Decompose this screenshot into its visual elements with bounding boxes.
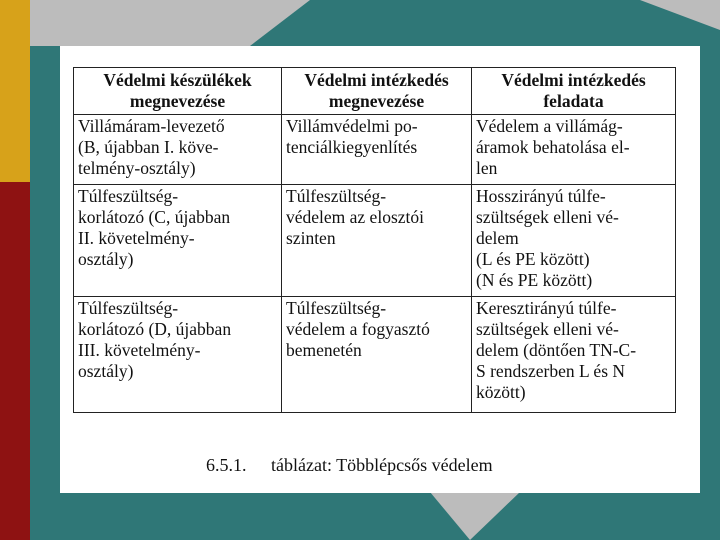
cell-line: között)	[476, 382, 526, 402]
table-row	[74, 185, 676, 297]
cell-line: Túlfeszültség-	[78, 298, 179, 318]
header-device-name	[74, 68, 282, 115]
protection-table	[73, 67, 676, 413]
cell-line: delem (döntően TN-C-	[476, 340, 637, 360]
table-cell	[282, 297, 472, 413]
cell-line: III. követelmény-	[78, 340, 201, 360]
cell-line: delem	[476, 228, 519, 248]
cell-line: osztály)	[78, 361, 134, 381]
table-cell	[74, 297, 282, 413]
cell-line: korlátozó (D, újabban	[78, 319, 232, 339]
header-line: Védelmi készülékek	[103, 70, 252, 90]
table-row	[74, 297, 676, 413]
table-header-row	[74, 68, 676, 115]
cell-line: bemenetén	[286, 340, 362, 360]
header-line: Védelmi intézkedés	[304, 70, 449, 90]
caption-text: táblázat: Többlépcsős védelem	[271, 455, 493, 475]
cell-line: (B, újabban I. köve-	[78, 137, 219, 157]
document-scan	[60, 46, 700, 493]
accent-bar-yellow	[0, 0, 30, 182]
cell-line: S rendszerben L és N	[476, 361, 626, 381]
cell-line: (L és PE között)	[476, 249, 590, 269]
header-measure-name	[282, 68, 472, 115]
table-cell	[74, 115, 282, 185]
cell-line: len	[476, 158, 498, 178]
cell-line: Túlfeszültség-	[286, 298, 387, 318]
cell-line: védelem a fogyasztó	[286, 319, 430, 339]
table-cell	[74, 185, 282, 297]
cell-line: szültségek elleni vé-	[476, 207, 619, 227]
cell-line: védelem az elosztói	[286, 207, 424, 227]
cell-line: Villámvédelmi po-	[286, 116, 418, 136]
cell-line: Keresztirányú túlfe-	[476, 298, 617, 318]
cell-line: Hosszirányú túlfe-	[476, 186, 606, 206]
table-cell	[472, 185, 676, 297]
cell-line: osztály)	[78, 249, 134, 269]
table-cell	[282, 115, 472, 185]
cell-line: tenciálkiegyenlítés	[286, 137, 418, 157]
header-measure-task	[472, 68, 676, 115]
cell-line: Védelem a villámág-	[476, 116, 623, 136]
cell-line: II. követelmény-	[78, 228, 195, 248]
header-line: feladata	[543, 91, 604, 111]
caption-number: 6.5.1.	[206, 455, 247, 475]
cell-line: (N és PE között)	[476, 270, 593, 290]
cell-line: áramok behatolása el-	[476, 137, 630, 157]
cell-line: szültségek elleni vé-	[476, 319, 619, 339]
cell-line: szinten	[286, 228, 336, 248]
cell-line: Túlfeszültség-	[286, 186, 387, 206]
cell-line: Villámáram-levezető	[78, 116, 225, 136]
accent-bar-red	[0, 182, 30, 540]
cell-line: telmény-osztály)	[78, 158, 196, 178]
table-cell	[282, 185, 472, 297]
table-cell	[472, 297, 676, 413]
cell-line: Túlfeszültség-	[78, 186, 179, 206]
cell-line: korlátozó (C, újabban	[78, 207, 231, 227]
table-row	[74, 115, 676, 185]
header-line: megnevezése	[129, 91, 226, 111]
header-line: Védelmi intézkedés	[501, 70, 646, 90]
table-cell	[472, 115, 676, 185]
header-line: megnevezése	[328, 91, 425, 111]
